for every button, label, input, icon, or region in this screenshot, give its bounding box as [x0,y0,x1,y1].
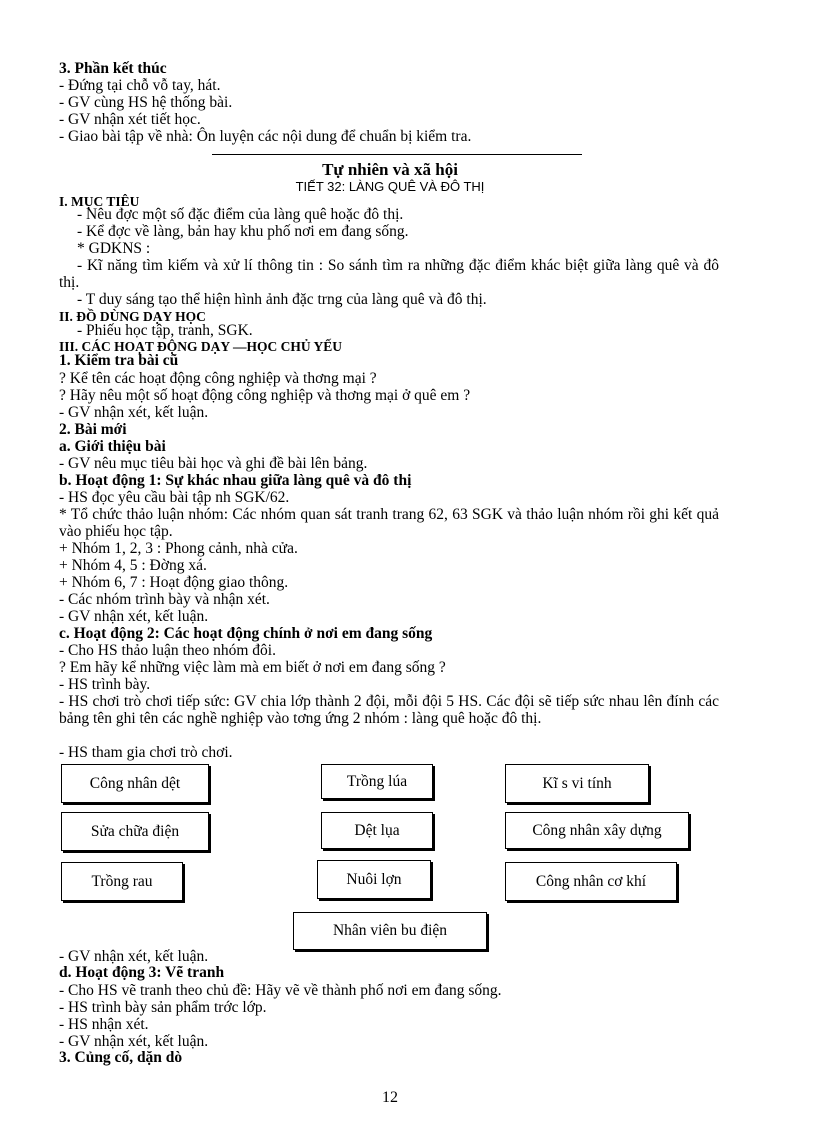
text-line: ? Hãy nêu một số hoạt động công nghiệp và thơng mại ở quê em ? [59,387,471,404]
text-paragraph: - HS chơi trò chơi tiếp sức: GV chia lớp thành 2 đội, mỗi đội 5 HS. Các đội sẽ tiếp sức nhau lên đính các bảng tên ghi tên các nghề nghiệp vào tơng ứng 2 nhóm : làng quê hoặc đô thị. [59,693,719,727]
job-card: Trồng lúa [321,764,433,799]
text-line: - GV nhận xét, kết luận. [59,1033,209,1050]
text-line: ? Em hãy kể những việc làm mà em biết ở nơi em đang sống ? [59,659,446,676]
job-card: Công nhân cơ khí [505,862,677,901]
text-line: - HS trình bày. [59,676,151,693]
text-line: - Đứng tại chỗ vỗ tay, hát. [59,77,221,94]
text-line: - GV nhận xét, kết luận. [59,608,209,625]
text-line: * GDKNS : [77,240,151,257]
section-heading-closing: 3. Phần kết thúc [59,60,167,77]
job-card: Dệt lụa [321,812,433,849]
subject-title: Tự nhiên và xã hội [322,160,458,179]
subsection-heading: d. Hoạt động 3: Vẽ tranh [59,964,225,981]
subsection-heading: c. Hoạt động 2: Các hoạt động chính ở nơi em đang sống [59,625,433,642]
text-line: - GV cùng HS hệ thống bài. [59,94,233,111]
job-card: Nuôi lợn [317,860,431,899]
section-heading-objectives: I. MỤC TIÊU [59,194,140,209]
text-line: + Nhóm 1, 2, 3 : Phong cảnh, nhà cửa. [59,540,298,557]
text-line: + Nhóm 6, 7 : Hoạt động giao thông. [59,574,289,591]
subsection-heading: 3. Củng cố, dặn dò [59,1049,183,1066]
subsection-heading: 1. Kiểm tra bài cũ [59,352,179,369]
section-heading-materials: II. ĐỒ DÙNG DẠY HỌC [59,309,206,324]
text-line: - T duy sáng tạo thể hiện hình ảnh đặc trng của làng quê và đô thị. [77,291,487,308]
lesson-title: TIẾT 32: LÀNG QUÊ VÀ ĐÔ THỊ [295,179,485,194]
section-heading-activities: III. CÁC HOẠT ĐỘNG DẠY —HỌC CHỦ YẾU [59,339,343,354]
text-line: - GV nêu mục tiêu bài học và ghi đề bài lên bảng. [59,455,368,472]
job-card: Sửa chữa điện [61,812,209,851]
text-paragraph: - Kĩ năng tìm kiếm và xử lí thông tin : So sánh tìm ra những đặc điểm khác biệt giữa làng quê và đô thị. [59,257,719,291]
job-card: Trồng rau [61,862,183,901]
text-line: - GV nhận xét tiết học. [59,111,201,128]
section-divider [212,154,582,155]
text-line: - Kể đợc về làng, bản hay khu phố nơi em đang sống. [77,223,409,240]
text-line: - GV nhận xét, kết luận. [59,948,209,965]
job-card: Công nhân dệt [61,764,209,803]
text-line: ? Kể tên các hoạt động công nghiệp và thơng mại ? [59,370,377,387]
text-line: - HS trình bày sản phẩm trớc lớp. [59,999,267,1016]
text-line: - Giao bài tập về nhà: Ôn luyện các nội dung để chuẩn bị kiểm tra. [59,128,472,145]
subsection-heading: 2. Bài mới [59,421,127,438]
text-line: + Nhóm 4, 5 : Đờng xá. [59,557,207,574]
text-line: - GV nhận xét, kết luận. [59,404,209,421]
text-line: - Cho HS thảo luận theo nhóm đôi. [59,642,276,659]
text-line: - Cho HS vẽ tranh theo chủ đề: Hãy vẽ về thành phố nơi em đang sống. [59,982,502,999]
job-card: Nhân viên bu điện [293,912,487,950]
text-line: - Phiếu học tập, tranh, SGK. [77,322,253,339]
text-line: - HS nhận xét. [59,1016,149,1033]
job-card: Công nhân xây dựng [505,812,689,849]
subsection-heading: b. Hoạt động 1: Sự khác nhau giữa làng quê và đô thị [59,472,412,489]
page-number: 12 [382,1089,398,1106]
subsection-heading: a. Giới thiệu bài [59,438,166,455]
job-card: Kĩ s vi tính [505,764,649,803]
text-line: - HS đọc yêu cầu bài tập nh SGK/62. [59,489,290,506]
text-line: - Các nhóm trình bày và nhận xét. [59,591,270,608]
text-line: - HS tham gia chơi trò chơi. [59,744,233,761]
text-paragraph: * Tổ chức thảo luận nhóm: Các nhóm quan sát tranh trang 62, 63 SGK và thảo luận nhóm rồi ghi kết quả vào phiếu học tập. [59,506,719,540]
text-line: - Nêu đợc một số đặc điểm của làng quê hoặc đô thị. [77,206,404,223]
